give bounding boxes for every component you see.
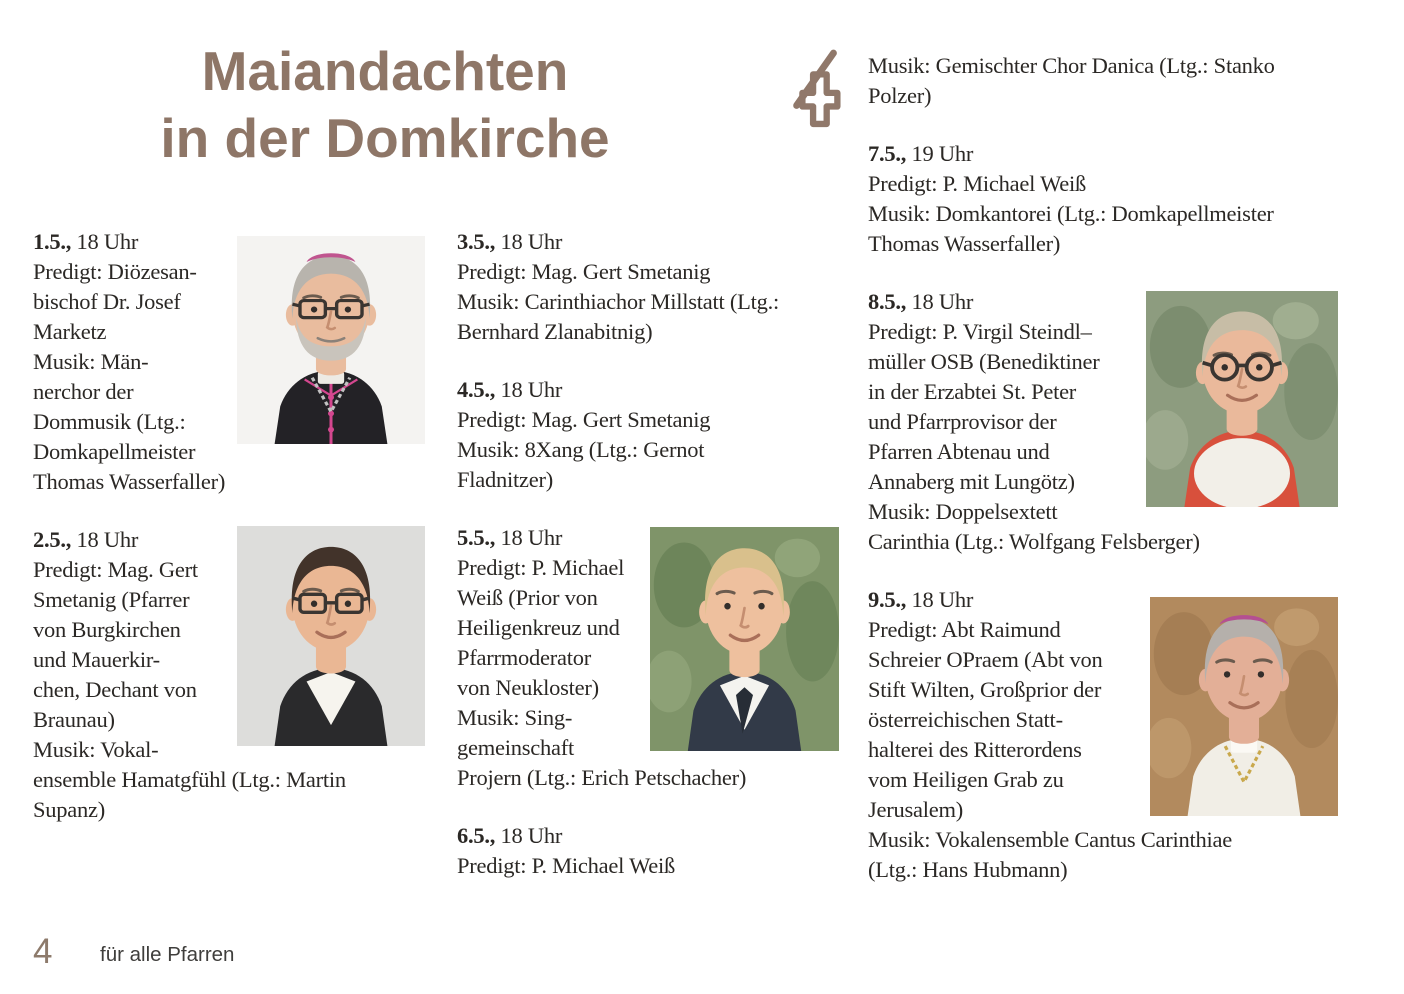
text-line: in der Erzabtei St. Peter xyxy=(868,379,1077,404)
text-line: Fladnitzer) xyxy=(457,467,553,492)
text-line: Musik: Domkantorei (Ltg.: Domkapellmeister xyxy=(868,201,1274,226)
text-line: 5.5., 18 Uhr xyxy=(457,525,563,550)
column-3 xyxy=(868,51,1338,913)
text-line: Annaberg mit Lungötz) xyxy=(868,469,1075,494)
text-line: Stift Wilten, Großprior der xyxy=(868,677,1102,702)
portrait-josef-marketz xyxy=(237,236,425,444)
column-1 xyxy=(33,227,425,853)
text-line: Predigt: Abt Raimund xyxy=(868,617,1061,642)
text-line: Marketz xyxy=(33,319,107,344)
text-line: müller OSB (Benediktiner xyxy=(868,349,1100,374)
portrait-virgil-steindlmueller xyxy=(1146,291,1338,507)
text-line: Bernhard Zlanabitnig) xyxy=(457,319,653,344)
text-line: 4.5., 18 Uhr xyxy=(457,377,563,402)
page-title xyxy=(40,38,730,172)
text-line: Predigt: Mag. Gert xyxy=(33,557,198,582)
entry-5-5 xyxy=(457,523,839,793)
text-line: von Burgkirchen xyxy=(33,617,181,642)
text-line: Predigt: P. Michael xyxy=(457,555,625,580)
text-line: Smetanig (Pfarrer xyxy=(33,587,190,612)
text-line: Predigt: Mag. Gert Smetanig xyxy=(457,259,711,284)
text-line: 1.5., 18 Uhr xyxy=(33,229,139,254)
text-line: bischof Dr. Josef xyxy=(33,289,181,314)
text-line: Projern (Ltg.: Erich Petschacher) xyxy=(457,765,747,790)
text-line: Schreier OPraem (Abt von xyxy=(868,647,1103,672)
portrait-raimund-schreier xyxy=(1150,597,1338,816)
text-line: Dommusik (Ltg.: xyxy=(33,409,186,434)
text-line: Pfarren Abtenau und xyxy=(868,439,1050,464)
page-title-line-2: in der Domkirche xyxy=(160,107,610,169)
portrait-michael-weiss xyxy=(650,527,839,751)
text-line: und Mauerkir- xyxy=(33,647,160,672)
text-line: Heiligenkreuz und xyxy=(457,615,620,640)
entry-2-5 xyxy=(33,525,425,825)
text-line: gemeinschaft xyxy=(457,735,574,760)
text-line: vom Heiligen Grab zu xyxy=(868,767,1064,792)
portrait-gert-smetanig xyxy=(237,526,425,746)
text-line: Predigt: Mag. Gert Smetanig xyxy=(457,407,711,432)
text-line: 7.5., 19 Uhr xyxy=(868,141,974,166)
text-line: Predigt: P. Michael Weiß xyxy=(868,171,1087,196)
text-line: Weiß (Prior von xyxy=(457,585,598,610)
text-line: Musik: Vokalensemble Cantus Carinthiae xyxy=(868,827,1233,852)
text-line: Thomas Wasserfaller) xyxy=(33,469,226,494)
text-line: Musik: Gemischter Chor Danica (Ltg.: Stanko xyxy=(868,53,1275,78)
page-number: 4 xyxy=(33,932,53,971)
text-line: Jerusalem) xyxy=(868,797,963,822)
text-line: österreichischen Statt- xyxy=(868,707,1063,732)
text-line: Musik: Vokal- xyxy=(33,737,159,762)
text-line: Domkapellmeister xyxy=(33,439,196,464)
text-line: nerchor der xyxy=(33,379,134,404)
text-line: ensemble Hamatgfühl (Ltg.: Martin xyxy=(33,767,346,792)
text-line: 3.5., 18 Uhr xyxy=(457,229,563,254)
entry-4-5 xyxy=(457,375,839,495)
text-line: Polzer) xyxy=(868,83,932,108)
text-line: Braunau) xyxy=(33,707,115,732)
entry-7-5 xyxy=(868,139,1338,259)
cross-four-icon xyxy=(782,48,850,128)
text-line: Carinthia (Ltg.: Wolfgang Felsberger) xyxy=(868,529,1200,554)
entry-9-5 xyxy=(868,585,1338,885)
text-line: 6.5., 18 Uhr xyxy=(457,823,563,848)
text-line: Predigt: Diözesan- xyxy=(33,259,197,284)
text-line: 8.5., 18 Uhr xyxy=(868,289,974,314)
text-line: Musik: Carinthiachor Millstatt (Ltg.: xyxy=(457,289,779,314)
text-line: Predigt: P. Michael Weiß xyxy=(457,853,676,878)
entry-8-5 xyxy=(868,287,1338,557)
text-line: chen, Dechant von xyxy=(33,677,197,702)
text-line: Predigt: P. Virgil Steindl– xyxy=(868,319,1092,344)
text-line: Musik: Män- xyxy=(33,349,149,374)
text-line: Musik: Sing- xyxy=(457,705,573,730)
footer-label: für alle Pfarren xyxy=(100,943,235,966)
column-2 xyxy=(457,227,839,909)
text-line: von Neukloster) xyxy=(457,675,599,700)
page-title-line-1: Maiandachten xyxy=(201,40,569,102)
entry-6-5-continued xyxy=(868,51,1338,111)
text-line: halterei des Ritterordens xyxy=(868,737,1082,762)
entry-1-5 xyxy=(33,227,425,497)
text-line: Thomas Wasserfaller) xyxy=(868,231,1061,256)
text-line: 9.5., 18 Uhr xyxy=(868,587,974,612)
text-line: Musik: 8Xang (Ltg.: Gernot xyxy=(457,437,705,462)
text-line: (Ltg.: Hans Hubmann) xyxy=(868,857,1068,882)
text-line: Pfarrmoderator xyxy=(457,645,591,670)
text-line: 2.5., 18 Uhr xyxy=(33,527,139,552)
text-line: Musik: Doppelsextett xyxy=(868,499,1058,524)
text-line: Supanz) xyxy=(33,797,105,822)
title-block xyxy=(40,38,730,172)
text-line: und Pfarrprovisor der xyxy=(868,409,1057,434)
entry-3-5 xyxy=(457,227,839,347)
entry-6-5 xyxy=(457,821,839,881)
